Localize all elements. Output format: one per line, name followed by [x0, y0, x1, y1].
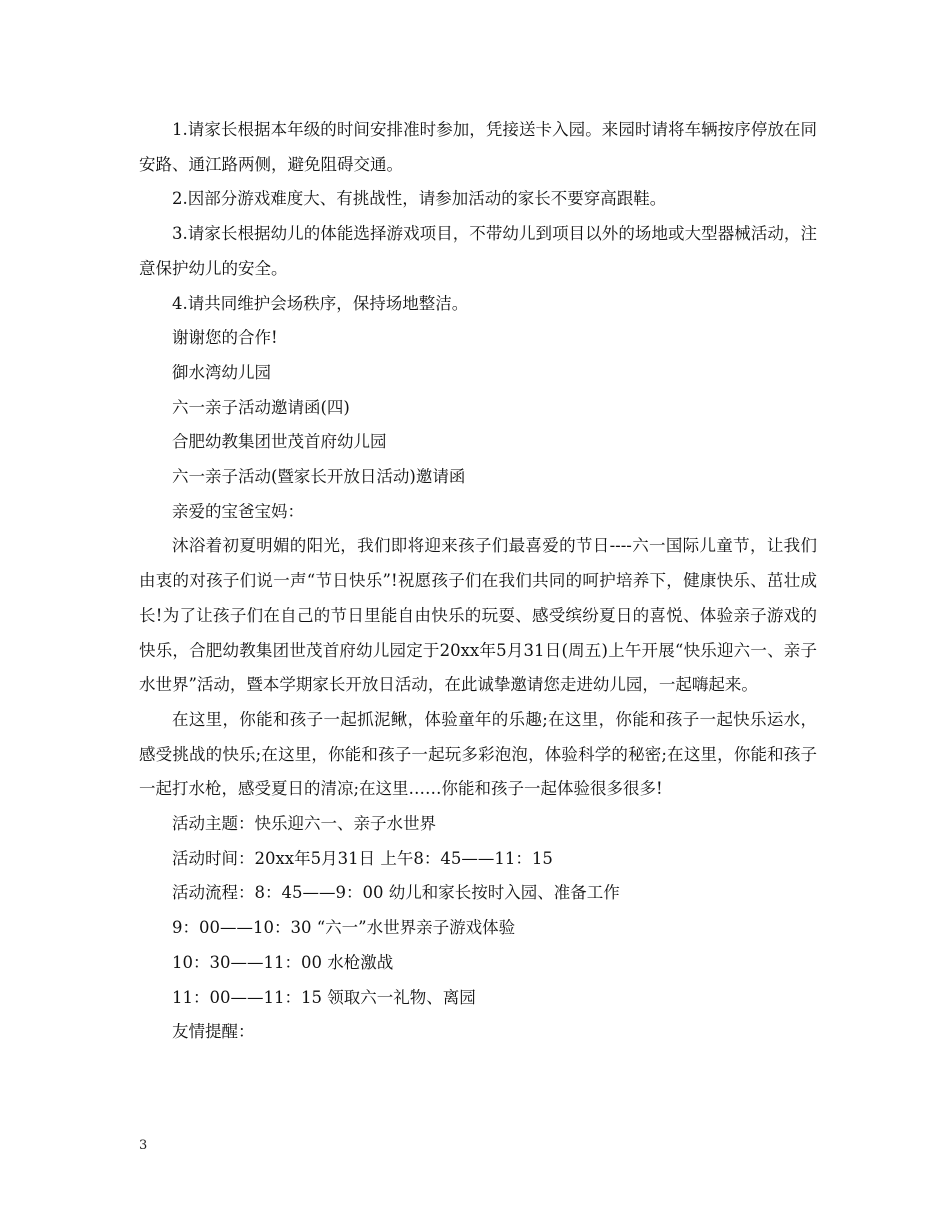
- paragraph-activities: 在这里，你能和孩子一起抓泥鳅，体验童年的乐趣;在这里，你能和孩子一起快乐运水，感受挑战的快乐;在这里，你能和孩子一起玩多彩泡泡，体验科学的秘密;在这里，你能和孩子一起打水枪，感受夏日的清凉;在这里……你能和孩子一起体验很多很多!: [139, 709, 817, 799]
- paragraph-schedule-3: 10：30——11：00 水枪激战: [172, 952, 394, 972]
- paragraph-schedule-4: 11：00——11：15 领取六一礼物、离园: [172, 987, 476, 1007]
- paragraph-reminder-2: 2.因部分游戏难度大、有挑战性，请参加活动的家长不要穿高跟鞋。: [172, 189, 667, 209]
- document-body: [139, 113, 817, 1050]
- paragraph-thanks: 谢谢您的合作!: [172, 328, 278, 348]
- paragraph-reminder-heading: 友情提醒：: [172, 1022, 255, 1042]
- paragraph-intro: 沐浴着初夏明媚的阳光，我们即将迎来孩子们最喜爱的节日----六一国际儿童节，让我们由衷的对孩子们说一声“节日快乐”!祝愿孩子们在我们共同的呵护培养下，健康快乐、茁壮成长!为了让孩子们在自己的节日里能自由快乐的玩耍、感受缤纷夏日的喜悦、体验亲子游戏的快乐，合肥幼教集团世茂首府幼儿园定于20xx年5月31日(周五)上午开展“快乐迎六一、亲子水世界”活动，暨本学期家长开放日活动，在此诚挚邀请您走进幼儿园，一起嗨起来。: [139, 536, 817, 695]
- paragraph-reminder-3: 3.请家长根据幼儿的体能选择游戏项目，不带幼儿到项目以外的场地或大型器械活动，注意保护幼儿的安全。: [139, 224, 817, 278]
- paragraph-invitation-title: 六一亲子活动(暨家长开放日活动)邀请函: [172, 467, 466, 487]
- paragraph-school-name: 合肥幼教集团世茂首府幼儿园: [172, 432, 387, 452]
- paragraph-signature: 御水湾幼儿园: [172, 362, 271, 382]
- paragraph-time: 活动时间：20xx年5月31日 上午8：45——11：15: [172, 848, 553, 868]
- paragraph-reminder-4: 4.请共同维护会场秩序，保持场地整洁。: [172, 293, 469, 313]
- paragraph-schedule-1: 活动流程：8：45——9：00 幼儿和家长按时入园、准备工作: [172, 883, 620, 903]
- page-number: 3: [139, 1138, 148, 1153]
- paragraph-section-title: 六一亲子活动邀请函(四): [172, 397, 350, 417]
- paragraph-theme: 活动主题：快乐迎六一、亲子水世界: [172, 814, 436, 834]
- paragraph-salutation: 亲爱的宝爸宝妈：: [172, 501, 304, 521]
- paragraph-reminder-1: 1.请家长根据本年级的时间安排准时参加，凭接送卡入园。来园时请将车辆按序停放在同安路、通江路两侧，避免阻碍交通。: [139, 120, 817, 174]
- paragraph-schedule-2: 9：00——10：30 “六一”水世界亲子游戏体验: [172, 918, 516, 938]
